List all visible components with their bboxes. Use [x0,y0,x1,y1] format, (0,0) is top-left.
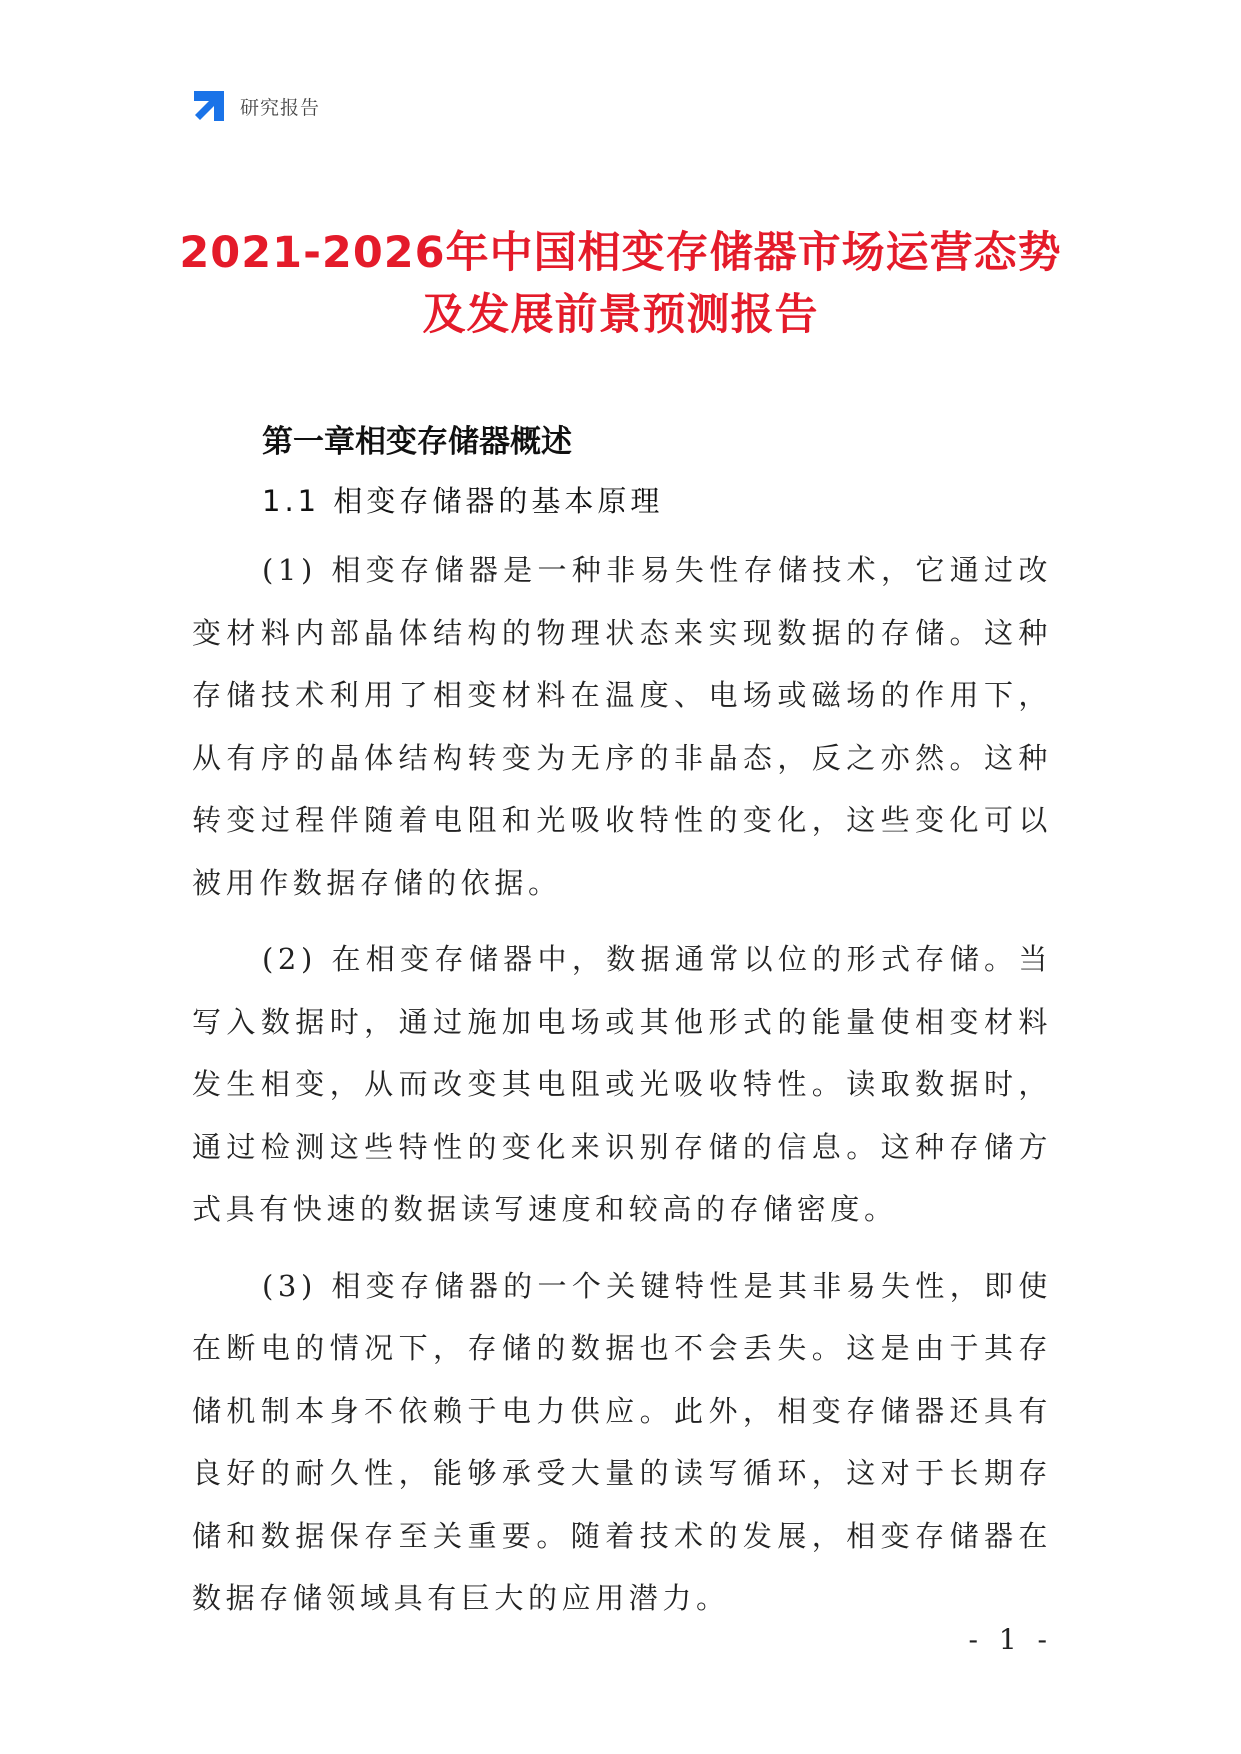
arrow-up-right-icon [192,89,226,123]
report-title [150,222,1091,346]
header-label: 研究报告 [240,96,321,119]
paragraph-3: (3) 相变存储器的一个关键特性是其非易失性，即使在断电的情况下，存储的数据也不会丢失。这是由于其存储机制本身不依赖于电力供应。此外，相变存储器还具有良好的耐久性，能够承受大量的读写循环，这对于长期存储和数据保存至关重要。随着技术的发展，相变存储器在数据存储领域具有巨大的应用潜力。 [192,1268,1052,1615]
chapter-heading: 第一章相变存储器概述 [262,424,572,460]
document-body [192,418,1052,1630]
section-heading: 1.1 相变存储器的基本原理 [262,484,664,518]
report-header [192,88,320,124]
title-line-1: 2021-2026年中国相变存储器市场运营态势 [179,228,1062,278]
page-number: - 1 - [968,1623,1053,1656]
title-line-2: 及发展前景预测报告 [422,290,819,340]
paragraph-2: (2) 在相变存储器中，数据通常以位的形式存储。当写入数据时，通过施加电场或其他形式的能量使相变材料发生相变，从而改变其电阻或光吸收特性。读取数据时，通过检测这些特性的变化来识别存储的信息。这种存储方式具有快速的数据读写速度和较高的存储密度。 [192,942,1052,1226]
paragraph-1: (1) 相变存储器是一种非易失性存储技术，它通过改变材料内部晶体结构的物理状态来实现数据的存储。这种存储技术利用了相变材料在温度、电场或磁场的作用下，从有序的晶体结构转变为无序的非晶态，反之亦然。这种转变过程伴随着电阻和光吸收特性的变化，这些变化可以被用作数据存储的依据。 [192,553,1052,900]
